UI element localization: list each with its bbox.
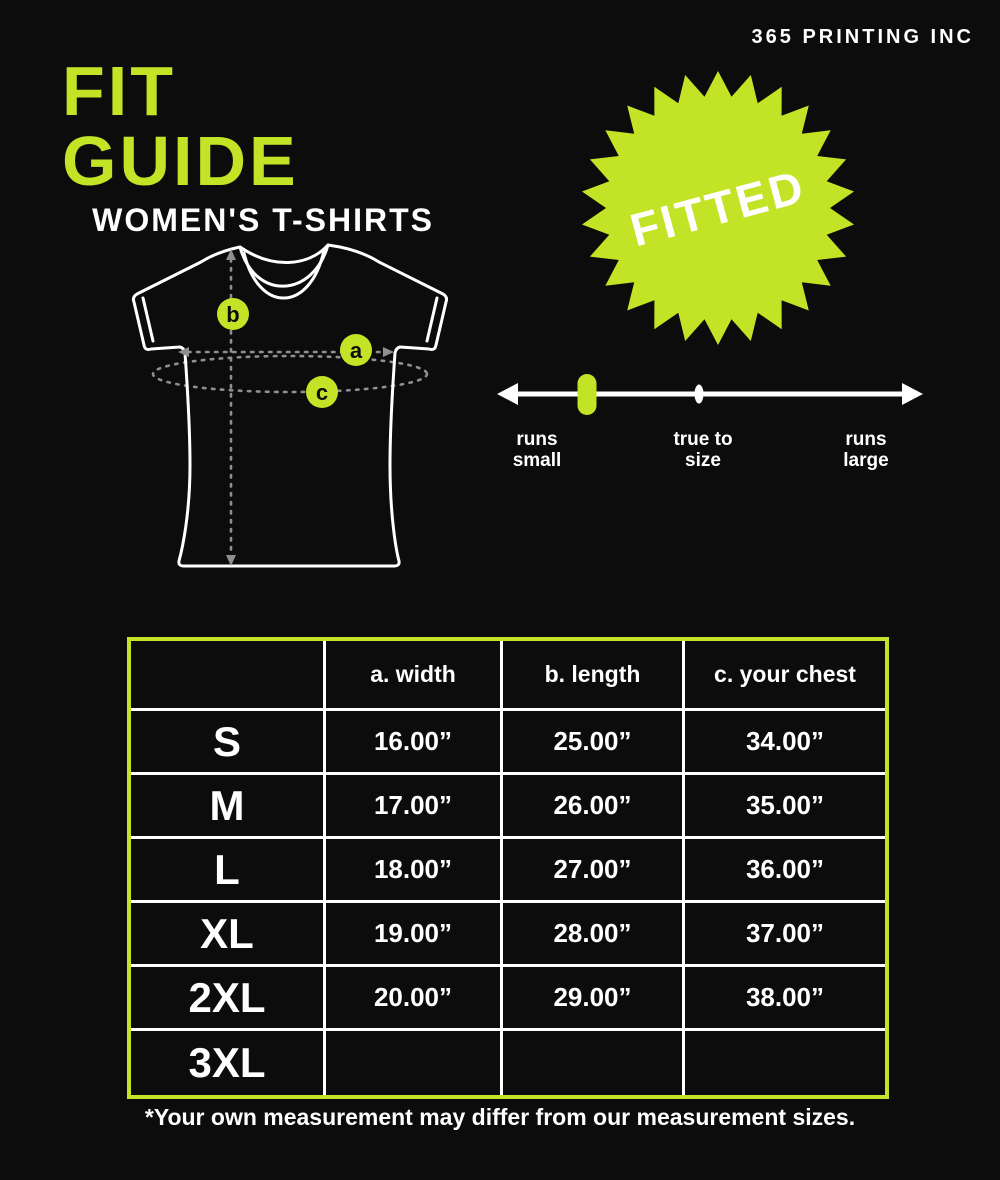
marker-c-letter: c	[315, 380, 329, 405]
value-s-width: 16.00”	[326, 711, 503, 775]
badge-label: FITTED	[624, 159, 812, 257]
marker-b-letter: b	[226, 302, 240, 327]
value-xl-length: 28.00”	[503, 903, 685, 967]
right-sleeve-ribbing	[427, 298, 437, 341]
value-2xl-chest: 38.00”	[685, 967, 885, 1031]
header-cell-blank	[131, 641, 326, 711]
header-cell-length: b. length	[503, 641, 685, 711]
value-3xl-width	[326, 1031, 503, 1095]
size-label-xl: XL	[131, 903, 326, 967]
size-label-s: S	[131, 711, 326, 775]
size-label-2xl: 2XL	[131, 967, 326, 1031]
value-l-chest: 36.00”	[685, 839, 885, 903]
value-m-length: 26.00”	[503, 775, 685, 839]
scale-label-runs-large: runs large	[843, 429, 889, 471]
value-xl-chest: 37.00”	[685, 903, 885, 967]
value-m-chest: 35.00”	[685, 775, 885, 839]
title-block	[62, 52, 434, 239]
value-xl-width: 19.00”	[326, 903, 503, 967]
width-arrow-right	[383, 347, 394, 357]
fit-position-marker	[578, 374, 597, 415]
length-arrow-down	[226, 555, 236, 566]
collar-outer-arc	[240, 245, 328, 286]
marker-b	[217, 298, 249, 330]
value-m-width: 17.00”	[326, 775, 503, 839]
tshirt-diagram	[122, 235, 462, 580]
tshirt-outline	[133, 245, 446, 566]
size-label-m: M	[131, 775, 326, 839]
true-to-size-tick	[695, 385, 704, 404]
chest-circumference-dashed-ellipse	[153, 356, 427, 392]
scale-label-true-to-size: true to size	[673, 429, 733, 471]
scale-arrow-right	[902, 383, 923, 405]
marker-c	[306, 376, 338, 408]
brand-text: 365 PRINTING INC	[751, 26, 974, 48]
value-s-chest: 34.00”	[685, 711, 885, 775]
footnote: *Your own measurement may differ from our measurement sizes.	[144, 1104, 856, 1130]
scale-label-runs-small: runs small	[512, 429, 562, 471]
value-l-length: 27.00”	[503, 839, 685, 903]
value-l-width: 18.00”	[326, 839, 503, 903]
marker-a	[340, 334, 372, 366]
value-2xl-length: 29.00”	[503, 967, 685, 1031]
header-cell-chest: c. your chest	[685, 641, 885, 711]
header-cell-width: a. width	[326, 641, 503, 711]
size-chart-table	[127, 637, 889, 1099]
page-subtitle: WOMEN'S T-SHIRTS	[92, 202, 434, 238]
scale-arrow-left	[497, 383, 518, 405]
page-title: FIT GUIDE	[62, 52, 299, 200]
value-2xl-width: 20.00”	[326, 967, 503, 1031]
fitted-badge	[578, 68, 858, 348]
size-label-3xl: 3XL	[131, 1031, 326, 1095]
left-sleeve-ribbing	[143, 298, 153, 341]
value-s-length: 25.00”	[503, 711, 685, 775]
value-3xl-chest	[685, 1031, 885, 1095]
marker-a-letter: a	[349, 338, 363, 363]
size-label-l: L	[131, 839, 326, 903]
fit-scale	[495, 360, 925, 430]
value-3xl-length	[503, 1031, 685, 1095]
